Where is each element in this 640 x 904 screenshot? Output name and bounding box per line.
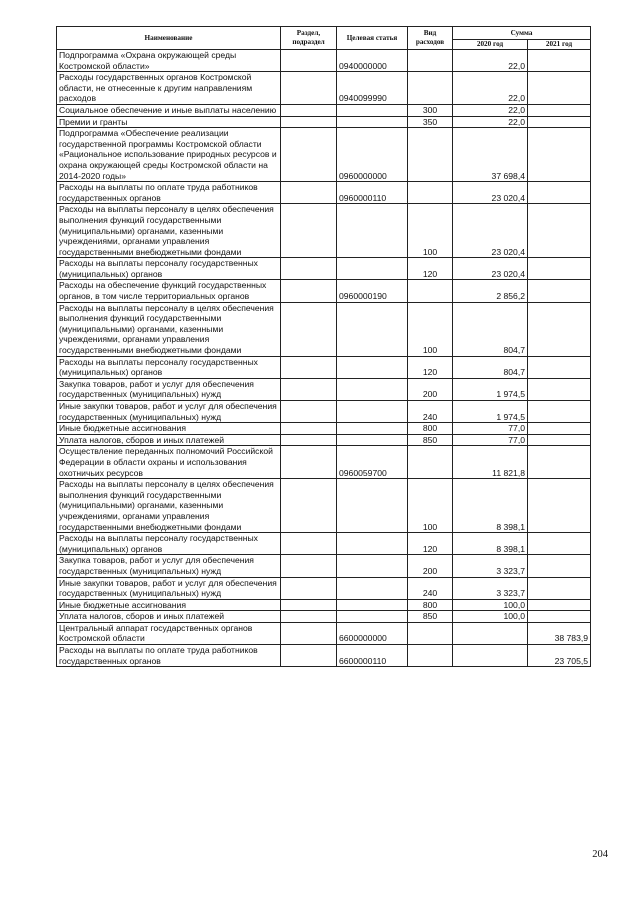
cell-type	[408, 72, 453, 105]
cell-section	[281, 356, 337, 378]
cell-type: 850	[408, 434, 453, 446]
cell-target: 0960059700	[337, 446, 408, 479]
table-row	[57, 104, 591, 116]
cell-type: 240	[408, 577, 453, 599]
cell-name: Расходы на выплаты персоналу в целях обеспечения выполнения функций государственными (муниципальными) органами, казенными учреждениями, органами управления государственными внебюджетными фондами	[57, 302, 281, 356]
cell-2020: 22,0	[453, 50, 528, 72]
cell-name: Иные бюджетные ассигнования	[57, 423, 281, 435]
cell-name: Закупка товаров, работ и услуг для обеспечения государственных (муниципальных) нужд	[57, 378, 281, 400]
cell-2020: 100,0	[453, 611, 528, 623]
table-row	[57, 50, 591, 72]
cell-2020: 23 020,4	[453, 258, 528, 280]
cell-type	[408, 446, 453, 479]
cell-type	[408, 182, 453, 204]
cell-section	[281, 599, 337, 611]
cell-section	[281, 280, 337, 302]
cell-2020: 100,0	[453, 599, 528, 611]
table-row	[57, 577, 591, 599]
cell-type: 100	[408, 204, 453, 258]
cell-target	[337, 423, 408, 435]
cell-section	[281, 258, 337, 280]
cell-2021	[528, 401, 591, 423]
cell-name: Премии и гранты	[57, 116, 281, 128]
table-row	[57, 356, 591, 378]
cell-section	[281, 423, 337, 435]
cell-type: 100	[408, 479, 453, 533]
table-row	[57, 204, 591, 258]
cell-name: Расходы на выплаты по оплате труда работников государственных органов	[57, 182, 281, 204]
table-header	[57, 27, 591, 50]
cell-2021	[528, 423, 591, 435]
cell-2021	[528, 116, 591, 128]
cell-2021	[528, 599, 591, 611]
cell-2020: 3 323,7	[453, 577, 528, 599]
cell-2020	[453, 622, 528, 644]
cell-2020: 1 974,5	[453, 378, 528, 400]
cell-target	[337, 104, 408, 116]
header-type: Вид расходов	[408, 27, 453, 50]
header-name: Наименование	[57, 27, 281, 50]
header-year-2020: 2020 год	[453, 40, 528, 50]
cell-2020	[453, 645, 528, 667]
cell-2020: 2 856,2	[453, 280, 528, 302]
cell-target	[337, 401, 408, 423]
cell-target	[337, 204, 408, 258]
table-row	[57, 116, 591, 128]
cell-type	[408, 622, 453, 644]
cell-target	[337, 116, 408, 128]
table-row	[57, 533, 591, 555]
cell-target: 0960000190	[337, 280, 408, 302]
cell-name: Осуществление переданных полномочий Российской Федерации в области охраны и использования охотничьих ресурсов	[57, 446, 281, 479]
cell-section	[281, 479, 337, 533]
table-row	[57, 434, 591, 446]
cell-2021	[528, 280, 591, 302]
cell-2020: 23 020,4	[453, 182, 528, 204]
cell-section	[281, 533, 337, 555]
cell-name: Иные закупки товаров, работ и услуг для обеспечения государственных (муниципальных) нужд	[57, 577, 281, 599]
cell-type: 800	[408, 423, 453, 435]
cell-target: 6600000110	[337, 645, 408, 667]
cell-section	[281, 577, 337, 599]
cell-2021	[528, 555, 591, 577]
cell-2020: 22,0	[453, 104, 528, 116]
cell-section	[281, 378, 337, 400]
cell-section	[281, 72, 337, 105]
cell-2020: 804,7	[453, 356, 528, 378]
cell-section	[281, 128, 337, 182]
cell-type: 350	[408, 116, 453, 128]
cell-section	[281, 116, 337, 128]
cell-target: 0960000110	[337, 182, 408, 204]
cell-target	[337, 577, 408, 599]
table-row	[57, 258, 591, 280]
cell-type: 240	[408, 401, 453, 423]
table-row	[57, 401, 591, 423]
cell-2020: 1 974,5	[453, 401, 528, 423]
table-row	[57, 446, 591, 479]
cell-type: 120	[408, 356, 453, 378]
cell-target	[337, 555, 408, 577]
budget-table	[56, 26, 591, 667]
cell-target	[337, 302, 408, 356]
cell-2020: 804,7	[453, 302, 528, 356]
cell-target	[337, 611, 408, 623]
cell-target	[337, 479, 408, 533]
cell-2021	[528, 50, 591, 72]
cell-2021	[528, 204, 591, 258]
cell-section	[281, 104, 337, 116]
cell-name: Расходы государственных органов Костромской области, не отнесенные к другим направлениям расходов	[57, 72, 281, 105]
cell-name: Расходы на выплаты персоналу государственных (муниципальных) органов	[57, 258, 281, 280]
cell-type: 200	[408, 378, 453, 400]
cell-type: 120	[408, 258, 453, 280]
cell-type	[408, 280, 453, 302]
cell-name: Иные бюджетные ассигнования	[57, 599, 281, 611]
cell-2021	[528, 446, 591, 479]
cell-section	[281, 645, 337, 667]
cell-name: Уплата налогов, сборов и иных платежей	[57, 434, 281, 446]
cell-2021: 38 783,9	[528, 622, 591, 644]
cell-2020: 37 698,4	[453, 128, 528, 182]
cell-type: 200	[408, 555, 453, 577]
table-row	[57, 555, 591, 577]
cell-2020: 3 323,7	[453, 555, 528, 577]
cell-name: Расходы на выплаты персоналу государственных (муниципальных) органов	[57, 533, 281, 555]
cell-section	[281, 302, 337, 356]
cell-2021	[528, 533, 591, 555]
cell-name: Расходы на выплаты по оплате труда работников государственных органов	[57, 645, 281, 667]
cell-type: 300	[408, 104, 453, 116]
cell-2021	[528, 434, 591, 446]
cell-name: Социальное обеспечение и иные выплаты населению	[57, 104, 281, 116]
cell-name: Расходы на обеспечение функций государственных органов, в том числе территориальных органов	[57, 280, 281, 302]
cell-section	[281, 182, 337, 204]
cell-2021	[528, 72, 591, 105]
cell-name: Подпрограмма «Охрана окружающей среды Костромской области»	[57, 50, 281, 72]
cell-section	[281, 50, 337, 72]
cell-2021	[528, 378, 591, 400]
cell-2020: 77,0	[453, 434, 528, 446]
cell-name: Подпрограмма «Обеспечение реализации государственной программы Костромской области «Рациональное использование природных ресурсов и охрана окружающей среды Костромской области на 2014-2020 годы»	[57, 128, 281, 182]
table-row	[57, 72, 591, 105]
cell-name: Расходы на выплаты персоналу государственных (муниципальных) органов	[57, 356, 281, 378]
table-row	[57, 622, 591, 644]
cell-2021	[528, 258, 591, 280]
table-body	[57, 50, 591, 667]
cell-2020: 77,0	[453, 423, 528, 435]
cell-2020: 8 398,1	[453, 533, 528, 555]
cell-section	[281, 446, 337, 479]
cell-2021: 23 705,5	[528, 645, 591, 667]
cell-name: Расходы на выплаты персоналу в целях обеспечения выполнения функций государственными (муниципальными) органами, казенными учреждениями, органами управления государственными внебюджетными фондами	[57, 204, 281, 258]
cell-target	[337, 356, 408, 378]
cell-type	[408, 50, 453, 72]
header-year-2021: 2021 год	[528, 40, 591, 50]
table-row	[57, 645, 591, 667]
cell-2020: 8 398,1	[453, 479, 528, 533]
cell-2020: 22,0	[453, 72, 528, 105]
cell-2020: 11 821,8	[453, 446, 528, 479]
table-row	[57, 423, 591, 435]
cell-2021	[528, 182, 591, 204]
cell-section	[281, 401, 337, 423]
cell-target	[337, 378, 408, 400]
cell-target: 0940000000	[337, 50, 408, 72]
header-section: Раздел, подраздел	[281, 27, 337, 50]
cell-name: Иные закупки товаров, работ и услуг для обеспечения государственных (муниципальных) нужд	[57, 401, 281, 423]
cell-type: 850	[408, 611, 453, 623]
cell-type	[408, 645, 453, 667]
cell-type: 800	[408, 599, 453, 611]
cell-name: Центральный аппарат государственных органов Костромской области	[57, 622, 281, 644]
cell-target	[337, 599, 408, 611]
table-row	[57, 280, 591, 302]
cell-type: 120	[408, 533, 453, 555]
cell-section	[281, 611, 337, 623]
table-row	[57, 611, 591, 623]
header-target: Целевая статья	[337, 27, 408, 50]
cell-target: 0940099990	[337, 72, 408, 105]
cell-section	[281, 434, 337, 446]
cell-target: 6600000000	[337, 622, 408, 644]
cell-2021	[528, 611, 591, 623]
cell-2021	[528, 128, 591, 182]
cell-target	[337, 258, 408, 280]
table-row	[57, 479, 591, 533]
cell-section	[281, 622, 337, 644]
cell-type	[408, 128, 453, 182]
cell-2021	[528, 479, 591, 533]
table-row	[57, 128, 591, 182]
cell-2021	[528, 356, 591, 378]
cell-2021	[528, 104, 591, 116]
cell-target: 0960000000	[337, 128, 408, 182]
table-row	[57, 302, 591, 356]
cell-section	[281, 555, 337, 577]
cell-name: Расходы на выплаты персоналу в целях обеспечения выполнения функций государственными (муниципальными) органами, казенными учреждениями, органами управления государственными внебюджетными фондами	[57, 479, 281, 533]
cell-section	[281, 204, 337, 258]
header-sum: Сумма	[453, 27, 591, 40]
cell-2021	[528, 577, 591, 599]
table-row	[57, 182, 591, 204]
cell-2021	[528, 302, 591, 356]
cell-target	[337, 533, 408, 555]
table-row	[57, 599, 591, 611]
cell-2020: 23 020,4	[453, 204, 528, 258]
cell-2020: 22,0	[453, 116, 528, 128]
table-row	[57, 378, 591, 400]
cell-type: 100	[408, 302, 453, 356]
page-number: 204	[592, 849, 608, 860]
cell-name: Уплата налогов, сборов и иных платежей	[57, 611, 281, 623]
cell-target	[337, 434, 408, 446]
cell-name: Закупка товаров, работ и услуг для обеспечения государственных (муниципальных) нужд	[57, 555, 281, 577]
